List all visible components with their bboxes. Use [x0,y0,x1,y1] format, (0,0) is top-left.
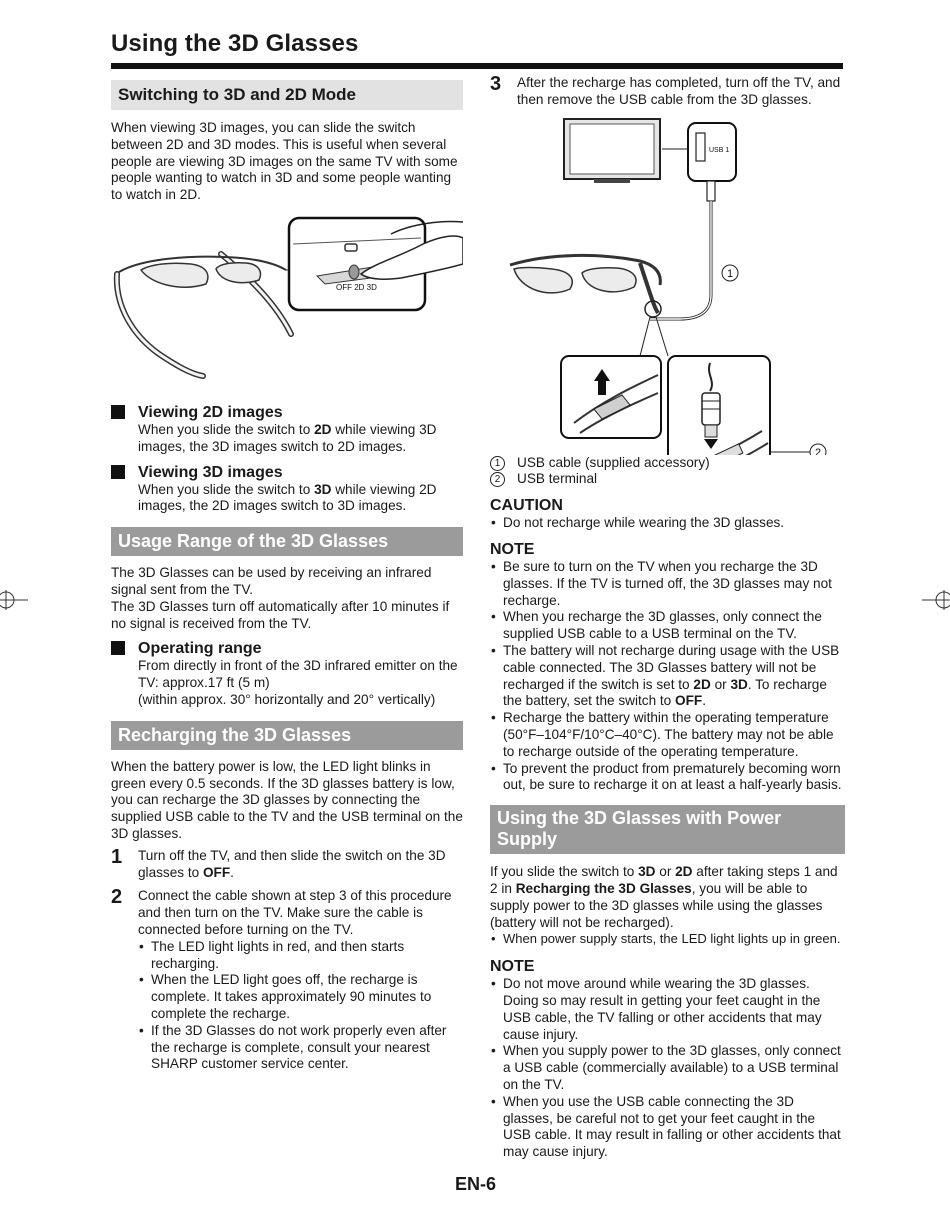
caution-title: CAUTION [490,497,563,515]
title-rule [111,63,843,69]
note-title: NOTE [490,958,535,976]
text-run: , you will be able to supply power to the 3D glasses while using the glasses (battery will not be recharged). [490,880,823,930]
list-item: • Recharge the battery within the operating temperature (50°F–104°F/10°C–40°C). The battery may not be able to recharge outside of the operating temperature. [490,710,845,760]
bold-run: 2D [675,864,693,880]
usb-connection-illustration [490,113,845,455]
bold-run: 3D [638,864,656,880]
bullet-square [111,405,125,419]
operating-range-line2: (within approx. 30° horizontally and 20° vertically) [138,691,436,707]
text-run: or [655,864,676,880]
step-1 [111,845,463,882]
list-item: • The LED light lights in red, and then starts recharging. [138,939,463,973]
operating-range-title: Operating range [138,640,262,658]
callout-1-text: USB cable (supplied accessory) [517,454,710,470]
page-title: Using the 3D Glasses [111,30,359,57]
usage-p2: The 3D Glasses turn off automatically after 10 minutes if no signal is received from the TV. [111,598,450,631]
bold-run: 3D [314,481,332,497]
text-run: If you slide the switch to [490,864,639,880]
list-item: • When the LED light goes off, the recharge is complete. It takes approximately 90 minutes to complete the recharge. [138,972,463,1022]
section-heading-power: Using the 3D Glasses with Power Supply [490,805,845,854]
text-run: . [702,693,706,709]
text-run: Turn off the TV, and then slide the switch on the 3D glasses to [138,847,446,880]
switch-positions-label: OFF 2D 3D [336,282,377,292]
registration-mark-right [920,585,950,615]
step-number: 3 [490,73,502,95]
text-run: after taking steps 1 and 2 in [490,864,838,896]
switching-intro: When viewing 3D images, you can slide the switch between 2D and 3D modes. This is useful when several people are viewing 3D images on the same TV with some people wanting to watch in 3D and some people wanting to watch in 2D. [111,120,458,203]
operating-range-line1: From directly in front of the 3D infrared emitter on the TV: approx.17 ft (5 m) [138,658,458,691]
bold-run: OFF [675,693,703,709]
list-item: • When you use the USB cable connecting the 3D glasses, be careful not to get your feet caught in the USB cable. It may result in falling or other accidents that may cause injury. [490,1094,845,1161]
caution-list [490,515,845,532]
text-run: . [230,864,234,880]
operating-range-block [111,640,463,708]
callout-2-text: USB terminal [517,471,598,487]
step-2 [111,888,463,1073]
text-run: When you slide the switch to [138,421,315,437]
bold-run: 2D [314,421,332,437]
text-run: . To recharge the battery, set the switch to [503,676,827,709]
right-column [490,75,845,1161]
list-item [490,643,845,710]
callout-number: 1 [490,456,505,471]
power-intro [490,864,845,931]
viewing-2d-block [111,404,463,456]
bold-run: 2D [693,676,711,692]
callout-row-2 [490,471,845,488]
text-run: while viewing 3D images, the 3D images switch to 2D images. [138,421,437,454]
text-run: or [710,676,731,692]
power-bullets [490,931,845,948]
list-item: • When you recharge the 3D glasses, only connect the supplied USB cable to a USB terminal on the TV. [490,609,845,643]
section-heading-usage: Usage Range of the 3D Glasses [111,527,463,556]
callout-legend [490,455,845,489]
viewing-3d-text [138,482,463,516]
step-number: 1 [111,845,123,868]
step-1-text [138,848,463,882]
section-heading-switching: Switching to 3D and 2D Mode [111,80,463,110]
list-item: • Be sure to turn on the TV when you recharge the 3D glasses. If the TV is turned off, the 3D glasses may not recharge. [490,559,845,609]
list-item: • To prevent the product from prematurely becoming worn out, be sure to recharge it on at least a half-yearly basis. [490,761,845,795]
bold-run: OFF [202,864,231,880]
bold-run: Recharging the 3D Glasses [515,880,692,896]
list-item: • Do not recharge while wearing the 3D glasses. [490,515,845,532]
callout-row-1 [490,455,845,472]
left-column [111,80,463,1073]
section-heading-recharging: Recharging the 3D Glasses [111,721,463,750]
step-2-bullets [138,939,463,1073]
bold-run: 3D [730,676,748,692]
callout-number: 2 [490,472,505,487]
step-2-text: Connect the cable shown at step 3 of this procedure and then turn on the TV. Make sure the cable is connected before turning on the TV. [138,888,452,937]
callout-2-marker: 2 [814,446,822,455]
text-run: The battery will not recharge during usage with the USB cable connected. The 3D Glasses battery will not be recharged if the switch is set to [503,642,840,692]
viewing-3d-block [111,464,463,516]
note-list [490,559,845,794]
text-run: while viewing 2D images, the 2D images switch to 3D images. [138,481,437,514]
recharging-intro: When the battery power is low, the LED light blinks in green every 0.5 seconds. If the 3D glasses battery is low, you can recharge the 3D glasses by connecting the supplied USB cable to the TV and the USB terminal on the 3D glasses. [111,758,463,841]
list-item: • When you supply power to the 3D glasses, only connect a USB cable (commercially available) to a USB terminal on the TV. [490,1043,845,1093]
glasses-switch-illustration [111,214,463,394]
note-title: NOTE [490,540,535,558]
list-item: • Do not move around while wearing the 3D glasses. Doing so may result in getting your feet caught in the USB cable, the TV falling or other accidents that may cause injury. [490,976,845,1043]
usb-port-label: USB 1 [709,146,730,154]
step-3 [490,75,845,109]
list-item: • When power supply starts, the LED light lights up in green. [490,931,845,948]
page-number: EN-6 [455,1174,497,1194]
list-item: • If the 3D Glasses do not work properly even after the recharge is complete, consult your nearest SHARP customer service center. [138,1023,463,1073]
text-run: When you slide the switch to [138,481,315,497]
step-3-text: After the recharge has completed, turn off the TV, and then remove the USB cable from the 3D glasses. [517,75,841,107]
callout-1-marker: 1 [726,267,734,280]
step-number: 2 [111,886,123,909]
registration-mark-left [0,585,30,615]
bullet-square [111,641,125,655]
viewing-3d-title: Viewing 3D images [138,463,283,481]
bullet-square [111,465,125,479]
usage-p1: The 3D Glasses can be used by receiving an infrared signal sent from the TV. [111,565,432,597]
viewing-2d-text [138,422,463,456]
note-2-list [490,976,845,1161]
viewing-2d-title: Viewing 2D images [138,403,283,421]
